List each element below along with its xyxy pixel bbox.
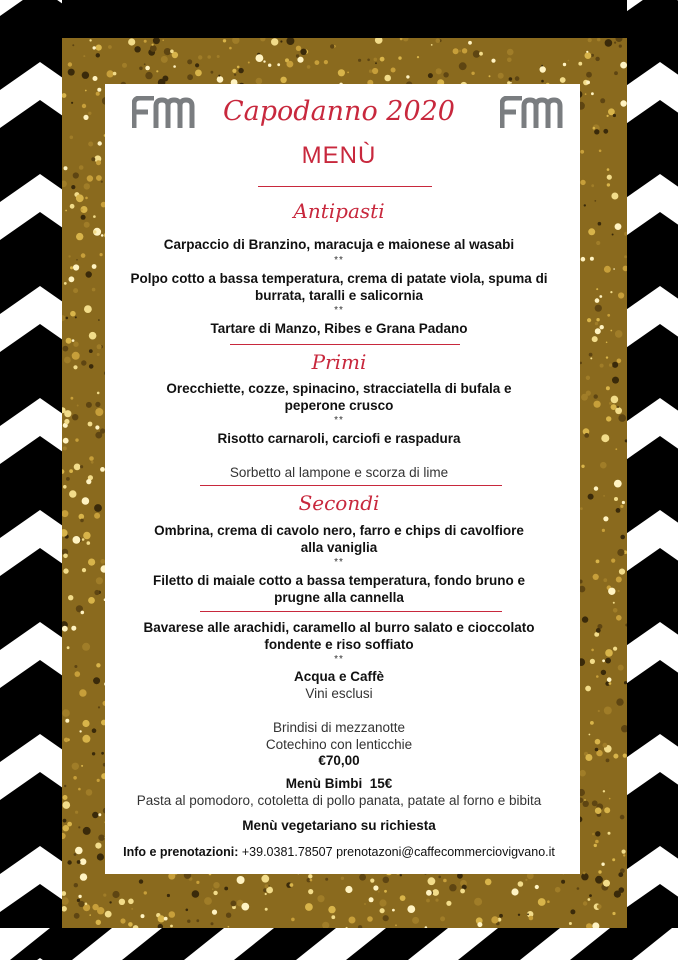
menu-heading: MENÙ — [301, 142, 377, 169]
drinks-line: Acqua e Caffè — [293, 669, 385, 684]
section-heading-primi: Primi — [311, 350, 367, 374]
midnight-dish: Cotechino con lenticchie — [265, 737, 413, 752]
kids-menu-title: Menù Bimbi 15€ — [285, 776, 393, 791]
dish-line: Carpaccio di Branzino, maracuja e maionese al wasabi — [163, 237, 515, 252]
dish-line: alla vaniglia — [300, 540, 378, 555]
divider — [230, 344, 460, 345]
dessert-line: fondente e riso soffiato — [264, 637, 414, 652]
divider — [258, 186, 432, 187]
separator: ** — [334, 557, 344, 568]
dish-line: Tartare di Manzo, Ribes e Grana Padano — [210, 321, 468, 336]
price: €70,00 — [318, 753, 360, 768]
sorbet-line: Sorbetto al lampone e scorza di lime — [229, 465, 449, 480]
separator: ** — [334, 305, 344, 316]
section-heading-antipasti: Antipasti — [293, 199, 385, 223]
separator: ** — [334, 654, 344, 665]
contact-label: Info e prenotazioni: — [123, 845, 239, 859]
wines-note: Vini esclusi — [305, 686, 373, 701]
dessert-line: Bavarese alle arachidi, caramello al burro salato e cioccolato — [143, 620, 535, 635]
dish-line: Orecchiette, cozze, spinacino, stracciatella di bufala e — [166, 381, 512, 396]
dish-line: Polpo cotto a bassa temperatura, crema di patate viola, spuma di — [130, 271, 548, 286]
separator: ** — [334, 255, 344, 266]
divider — [200, 485, 502, 486]
vegetarian-note: Menù vegetariano su richiesta — [242, 818, 436, 833]
dish-line: Filetto di maiale cotto a bassa temperatura, fondo bruno e — [152, 573, 526, 588]
section-heading-secondi: Secondi — [298, 491, 380, 515]
separator: ** — [334, 415, 344, 426]
dish-line: Risotto carnaroli, carciofi e raspadura — [217, 431, 461, 446]
email-address[interactable]: prenotazoni@caffecommerciovigvano.it — [336, 845, 555, 859]
divider — [200, 611, 502, 612]
dish-line: burrata, taralli e salicornia — [254, 288, 424, 303]
phone-number[interactable]: +39.0381.78507 — [241, 845, 333, 859]
contact-info — [0, 845, 678, 859]
kids-menu-description: Pasta al pomodoro, cotoletta di pollo panata, patate al forno e bibita — [136, 793, 542, 808]
dish-line: prugne alla cannella — [274, 590, 404, 605]
dish-line: Ombrina, crema di cavolo nero, farro e chips di cavolfiore — [154, 523, 524, 538]
event-title: Capodanno 2020 — [222, 96, 455, 127]
dish-line: peperone crusco — [284, 398, 394, 413]
midnight-toast: Brindisi di mezzanotte — [272, 720, 406, 735]
